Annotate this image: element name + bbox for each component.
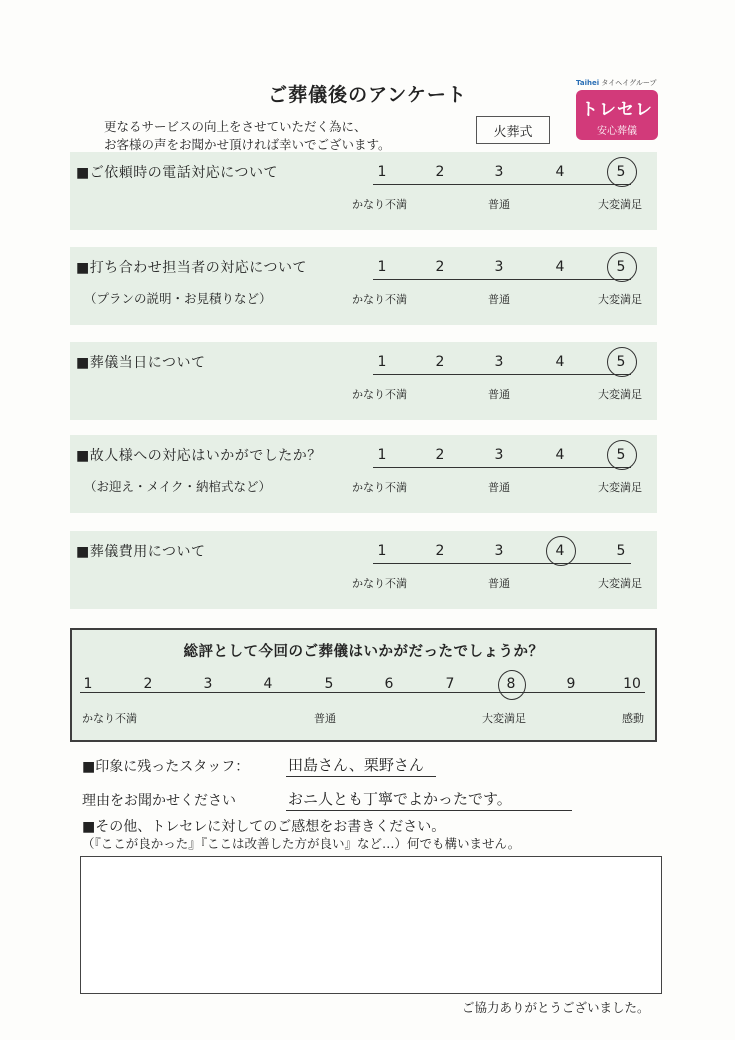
rating-option[interactable]: 1 bbox=[377, 164, 387, 180]
question-label: ■故人様への対応はいかがでしたか？ bbox=[76, 448, 322, 464]
question-subtext: （お迎え・メイク・納棺式など） bbox=[84, 479, 272, 494]
rating-option[interactable]: 3 bbox=[494, 447, 504, 463]
scale-low-label: かなり不満 bbox=[352, 481, 407, 494]
rating-option[interactable]: 5 bbox=[616, 447, 626, 463]
rating-option[interactable]: 1 bbox=[377, 259, 387, 275]
rating-line bbox=[373, 374, 631, 375]
other-note: （『ここが良かった』『ここは改善した方が良い』など…）何でも構いません。 bbox=[82, 836, 521, 851]
question-label: ■ご依頼時の電話対応について bbox=[76, 165, 278, 181]
overall-top-label: 感動 bbox=[622, 712, 644, 725]
staff-underline bbox=[286, 776, 436, 777]
overall-option[interactable]: 7 bbox=[445, 676, 455, 692]
intro-line-2: お客様の声をお聞かせ頂ければ幸いでございます。 bbox=[104, 137, 391, 152]
rating-option[interactable]: 3 bbox=[494, 164, 504, 180]
reason-answer[interactable]: おニ人とも丁寧でよかったです。 bbox=[288, 790, 512, 808]
staff-label: ■印象に残ったスタッフ： bbox=[82, 759, 250, 775]
overall-answer-circle bbox=[498, 670, 526, 700]
company-name: Taihei bbox=[576, 79, 600, 87]
overall-rating-line bbox=[80, 692, 645, 693]
overall-option[interactable]: 9 bbox=[566, 676, 576, 692]
funeral-type-badge: 火葬式 bbox=[476, 116, 550, 144]
rating-option[interactable]: 5 bbox=[616, 164, 626, 180]
scale-mid-label: 普通 bbox=[488, 293, 510, 306]
comment-box[interactable] bbox=[80, 856, 662, 994]
rating-option[interactable]: 3 bbox=[494, 259, 504, 275]
scale-low-label: かなり不満 bbox=[352, 577, 407, 590]
answer-circle bbox=[607, 157, 637, 187]
rating-option[interactable]: 4 bbox=[555, 354, 565, 370]
scale-high-label: 大変満足 bbox=[598, 481, 642, 494]
question-subtext: （プランの説明・お見積りなど） bbox=[84, 291, 272, 306]
rating-option[interactable]: 2 bbox=[435, 164, 445, 180]
overall-option[interactable]: 6 bbox=[384, 676, 394, 692]
survey-title: ご葬儀後のアンケート bbox=[268, 84, 467, 106]
question-label: ■葬儀当日について bbox=[76, 355, 206, 371]
staff-answer[interactable]: 田島さん、栗野さん bbox=[288, 756, 424, 774]
rating-option[interactable]: 2 bbox=[435, 259, 445, 275]
answer-circle bbox=[607, 347, 637, 377]
scale-high-label: 大変満足 bbox=[598, 388, 642, 401]
overall-option[interactable]: 3 bbox=[203, 676, 213, 692]
overall-option[interactable]: 10 bbox=[623, 676, 641, 692]
rating-option[interactable]: 5 bbox=[616, 259, 626, 275]
rating-option[interactable]: 2 bbox=[435, 543, 445, 559]
scale-high-label: 大変満足 bbox=[598, 198, 642, 211]
rating-line bbox=[373, 184, 631, 185]
overall-low-label: かなり不満 bbox=[82, 712, 137, 725]
group-logo-text bbox=[576, 78, 657, 88]
rating-line bbox=[373, 279, 631, 280]
rating-option[interactable]: 5 bbox=[616, 543, 626, 559]
overall-title: 総評として今回のご葬儀はいかがだったでしょうか？ bbox=[183, 644, 544, 660]
scale-high-label: 大変満足 bbox=[598, 293, 642, 306]
overall-mid-label: 普通 bbox=[314, 712, 336, 725]
intro-text bbox=[104, 118, 391, 154]
overall-option[interactable]: 8 bbox=[506, 676, 516, 692]
overall-option[interactable]: 5 bbox=[324, 676, 334, 692]
intro-line-1: 更なるサービスの向上をさせていただく為に、 bbox=[104, 119, 367, 134]
rating-option[interactable]: 1 bbox=[377, 447, 387, 463]
brand-logo bbox=[576, 90, 658, 140]
question-label: ■葬儀費用について bbox=[76, 544, 206, 560]
scale-mid-label: 普通 bbox=[488, 198, 510, 211]
answer-circle bbox=[607, 252, 637, 282]
scale-high-label: 大変満足 bbox=[598, 577, 642, 590]
rating-option[interactable]: 1 bbox=[377, 354, 387, 370]
brand-name: トレセレ bbox=[581, 100, 653, 120]
rating-option[interactable]: 5 bbox=[616, 354, 626, 370]
answer-circle bbox=[546, 536, 576, 566]
rating-line bbox=[373, 467, 631, 468]
scale-mid-label: 普通 bbox=[488, 388, 510, 401]
reason-label: 理由をお聞かせください bbox=[82, 793, 236, 809]
rating-option[interactable]: 4 bbox=[555, 164, 565, 180]
brand-tagline: 安心葬儀 bbox=[597, 126, 637, 137]
thanks-text: ご協力ありがとうございました。 bbox=[462, 1000, 650, 1015]
other-label: ■その他、トレセレに対してのご感想をお書きください。 bbox=[82, 819, 446, 835]
reason-underline bbox=[286, 810, 572, 811]
rating-option[interactable]: 4 bbox=[555, 447, 565, 463]
scale-low-label: かなり不満 bbox=[352, 198, 407, 211]
overall-option[interactable]: 4 bbox=[263, 676, 273, 692]
rating-option[interactable]: 3 bbox=[494, 354, 504, 370]
scale-mid-label: 普通 bbox=[488, 577, 510, 590]
rating-option[interactable]: 4 bbox=[555, 543, 565, 559]
rating-option[interactable]: 2 bbox=[435, 354, 445, 370]
rating-option[interactable]: 4 bbox=[555, 259, 565, 275]
rating-option[interactable]: 3 bbox=[494, 543, 504, 559]
group-name: タイヘイグループ bbox=[601, 79, 657, 87]
rating-line bbox=[373, 563, 631, 564]
answer-circle bbox=[607, 440, 637, 470]
scale-low-label: かなり不満 bbox=[352, 388, 407, 401]
overall-option[interactable]: 1 bbox=[83, 676, 93, 692]
question-label: ■打ち合わせ担当者の対応について bbox=[76, 260, 307, 276]
overall-high-label: 大変満足 bbox=[482, 712, 526, 725]
rating-option[interactable]: 1 bbox=[377, 543, 387, 559]
scale-low-label: かなり不満 bbox=[352, 293, 407, 306]
scale-mid-label: 普通 bbox=[488, 481, 510, 494]
rating-option[interactable]: 2 bbox=[435, 447, 445, 463]
overall-option[interactable]: 2 bbox=[143, 676, 153, 692]
